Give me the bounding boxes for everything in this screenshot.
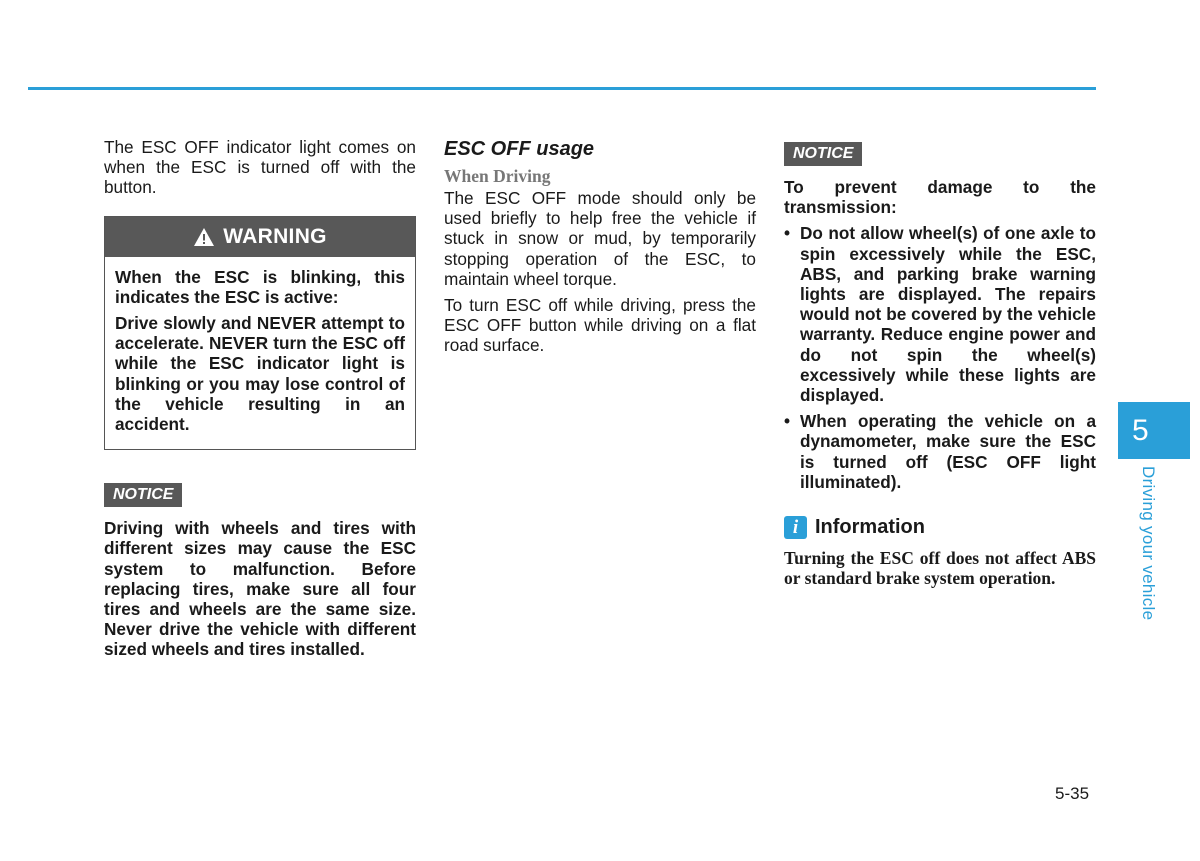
usage-paragraph-2: To turn ESC off while driving, press the ESC OFF button while driving on a flat road surface.	[444, 295, 756, 356]
top-rule	[28, 87, 1096, 90]
notice-text: Driving with wheels and tires with different sizes may cause the ESC system to malfunction. Before replacing tires, make sure all four tires and wheels are the same size. Never drive the vehicle with different sized wheels and tires installed.	[104, 518, 416, 660]
information-text: Turning the ESC off does not affect ABS or standard brake system operation.	[784, 548, 1096, 589]
usage-paragraph-1: The ESC OFF mode should only be used briefly to help free the vehicle if stuck in snow or mud, by temporarily stopping operation of the ESC, to maintain wheel torque.	[444, 188, 756, 289]
warning-triangle-icon	[193, 227, 215, 247]
info-icon: i	[784, 516, 807, 539]
information-title: Information	[815, 516, 925, 539]
chapter-number: 5	[1132, 413, 1149, 447]
column-1	[104, 137, 416, 660]
intro-paragraph: The ESC OFF indicator light comes on when the ESC is turned off with the button.	[104, 137, 416, 198]
notice-intro: To prevent damage to the transmission:	[784, 177, 1096, 218]
chapter-label: Driving your vehicle	[1139, 466, 1158, 621]
page-number: 5-35	[1055, 784, 1090, 803]
list-item: • When operating the vehicle on a dynamometer, make sure the ESC is turned off (ESC OFF light illuminated).	[784, 411, 1096, 492]
warning-title: WARNING	[223, 224, 327, 248]
warning-paragraph-2: Drive slowly and NEVER attempt to accelerate. NEVER turn the ESC off while the ESC indicator light is blinking or you may lose control of the vehicle resulting in an accident.	[115, 313, 405, 435]
warning-box	[104, 216, 416, 451]
warning-header	[105, 217, 415, 257]
notice-tag: NOTICE	[104, 483, 182, 507]
list-item: • Do not allow wheel(s) of one axle to spin excessively while the ESC, ABS, and parking brake warning lights are displayed. The repairs would not be covered by the vehicle warranty. Reduce engine power and do not spin the wheel(s) excessively while these lights are displayed.	[784, 223, 1096, 405]
subheading: When Driving	[444, 166, 551, 186]
warning-body	[105, 257, 415, 450]
notice-tag: NOTICE	[784, 142, 862, 166]
chapter-tab	[1118, 402, 1190, 459]
column-3	[784, 137, 1096, 606]
notice-bullet-list	[784, 223, 1096, 492]
information-heading	[784, 516, 1096, 539]
section-title: ESC OFF usage	[444, 138, 595, 160]
column-2	[444, 137, 756, 356]
warning-paragraph-1: When the ESC is blinking, this indicates the ESC is active:	[115, 266, 405, 307]
